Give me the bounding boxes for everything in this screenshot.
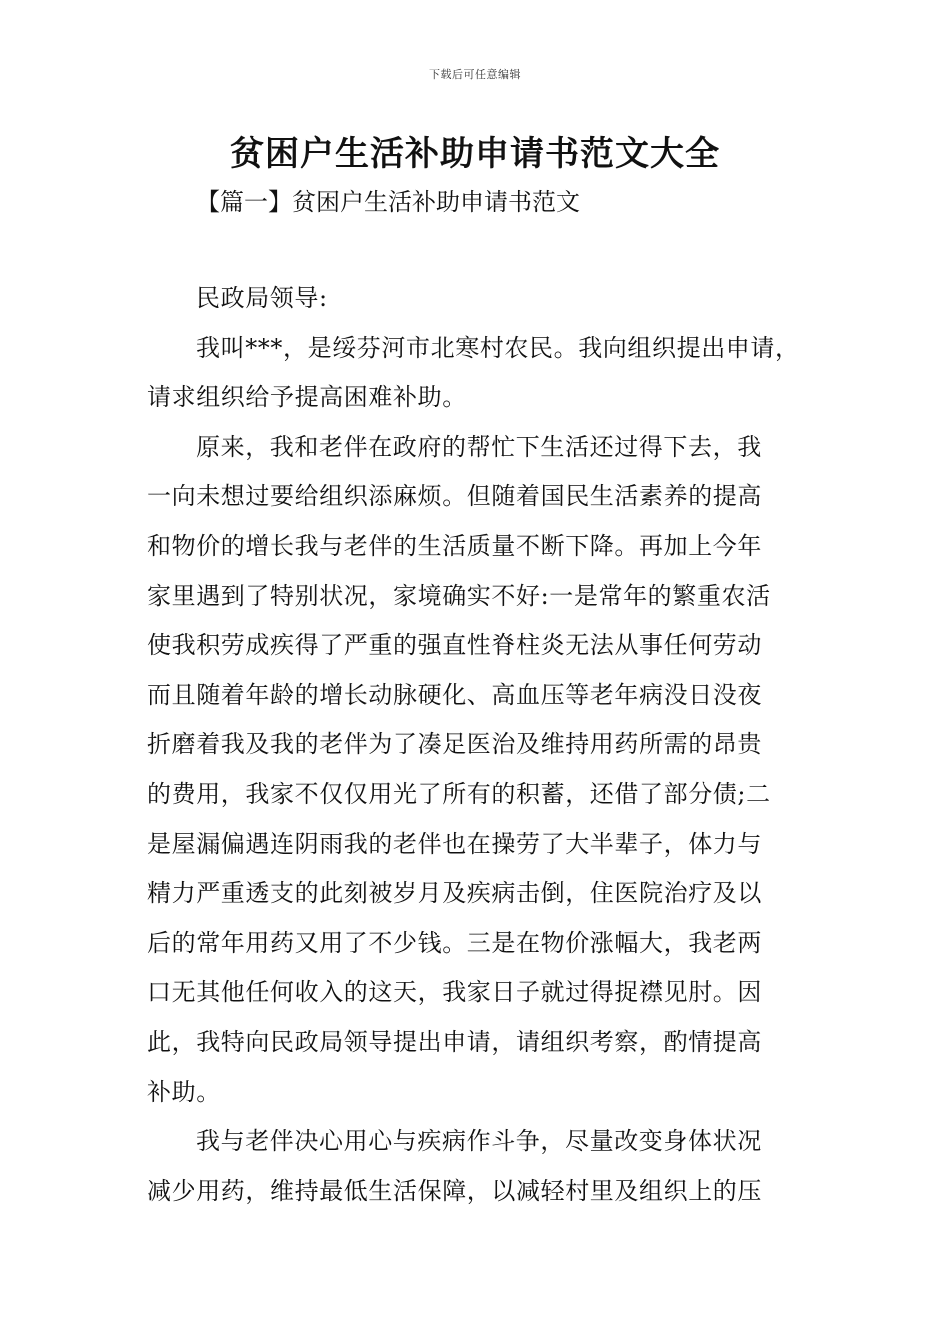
body-line: 一向未想过要给组织添麻烦。但随着国民生活素养的提高 [147, 482, 762, 511]
body-line: 我叫***，是绥芬河市北寒村农民。我向组织提出申请， [196, 333, 800, 362]
body-line: 而且随着年龄的增长动脉硬化、高血压等老年病没日没夜 [147, 680, 762, 709]
body-line: 口无其他任何收入的这天，我家日子就过得捉襟见肘。因 [147, 978, 762, 1007]
body-line: 是屋漏偏遇连阴雨我的老伴也在操劳了大半辈子，体力与 [147, 829, 762, 858]
body-line: 原来，我和老伴在政府的帮忙下生活还过得下去，我 [196, 432, 762, 461]
body-line: 我与老伴决心用心与疾病作斗争，尽量改变身体状况 [196, 1127, 762, 1156]
letter-body [147, 274, 807, 1216]
body-line: 减少用药，维持最低生活保障，以减轻村里及组织上的压 [147, 1176, 762, 1205]
salutation-line: 民政局领导: [196, 284, 328, 312]
body-line: 请求组织给予提高困难补助。 [147, 383, 467, 412]
body-line: 的费用，我家不仅仅用光了所有的积蓄，还借了部分债;二 [147, 779, 771, 808]
body-line: 家里遇到了特别状况，家境确实不好:一是常年的繁重农活 [147, 581, 771, 610]
body-line: 此，我特向民政局领导提出申请，请组织考察，酌情提高 [147, 1027, 762, 1056]
body-line: 精力严重透支的此刻被岁月及疾病击倒，住医院治疗及以 [147, 879, 762, 908]
body-line: 后的常年用药又用了不少钱。三是在物价涨幅大，我老两 [147, 928, 762, 957]
body-line: 补助。 [147, 1077, 221, 1106]
document-title: 贫困户生活补助申请书范文大全 [230, 134, 720, 174]
body-line: 折磨着我及我的老伴为了凑足医治及维持用药所需的昂贵 [147, 730, 762, 759]
body-line: 和物价的增长我与老伴的生活质量不断下降。再加上今年 [147, 531, 762, 560]
body-line: 使我积劳成疾得了严重的强直性脊柱炎无法从事任何劳动 [147, 631, 762, 660]
header-note: 下载后可任意编辑 [429, 68, 521, 81]
section-heading: 【篇一】贫困户生活补助申请书范文 [196, 188, 580, 216]
